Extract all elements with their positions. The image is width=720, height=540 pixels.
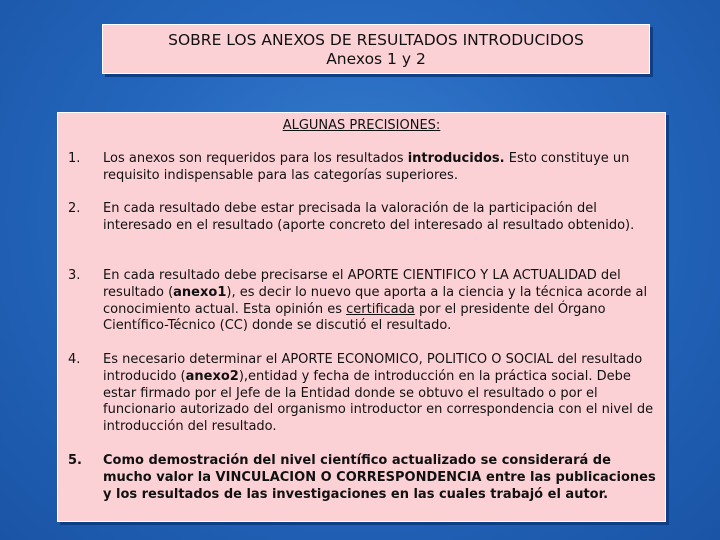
section-heading: ALGUNAS PRECISIONES: [282, 118, 441, 133]
item-number: 4. [68, 352, 81, 367]
slide-title: SOBRE LOS ANEXOS DE RESULTADOS INTRODUCIDOS [168, 31, 584, 49]
item-text: Es necesario determinar el APORTE ECONOMICO, POLITICO O SOCIAL del resultado introducido (anexo2),entidad y fecha de introducción en la práctica social. Debe estar firmado por el Jefe de la Entidad donde se obtuvo el resultado o por el funcionario autorizado del organismo introductor en correspondencia con el nivel de introducción del resultado. [103, 352, 654, 435]
item-number: 3. [68, 268, 81, 283]
item-number: 1. [68, 151, 81, 166]
list-item-2 [68, 201, 657, 235]
item-text: Como demostración del nivel científico actualizado se considerará de mucho valor la VINCULACION O CORRESPONDENCIA entre las publicaciones y los resultados de las investigaciones en las cuales trabajó el autor. [103, 453, 656, 502]
slide-subtitle: Anexos 1 y 2 [326, 50, 426, 68]
list-item-3 [68, 268, 657, 335]
list-item-5 [68, 453, 657, 503]
list-item-1 [68, 151, 657, 185]
item-number: 2. [68, 201, 81, 216]
item-number: 5. [68, 453, 82, 468]
content-box [57, 112, 666, 522]
list-item-4 [68, 352, 657, 436]
title-box [102, 24, 650, 74]
item-text: En cada resultado debe precisarse el APORTE CIENTIFICO Y LA ACTUALIDAD del resultado (anexo1), es decir lo nuevo que aporta a la ciencia y la técnica acorde al conocimiento actual. Esta opinión es certificada por el presidente del Órgano Científico-Técnico (CC) donde se discutió el resultado. [103, 268, 648, 334]
item-text: En cada resultado debe estar precisada la valoración de la participación del interesado en el resultado (aporte concreto del interesado al resultado obtenido). [103, 201, 635, 233]
item-text: Los anexos son requeridos para los resultados introducidos. Esto constituye un requisito indispensable para las categorías superiores. [103, 151, 630, 183]
